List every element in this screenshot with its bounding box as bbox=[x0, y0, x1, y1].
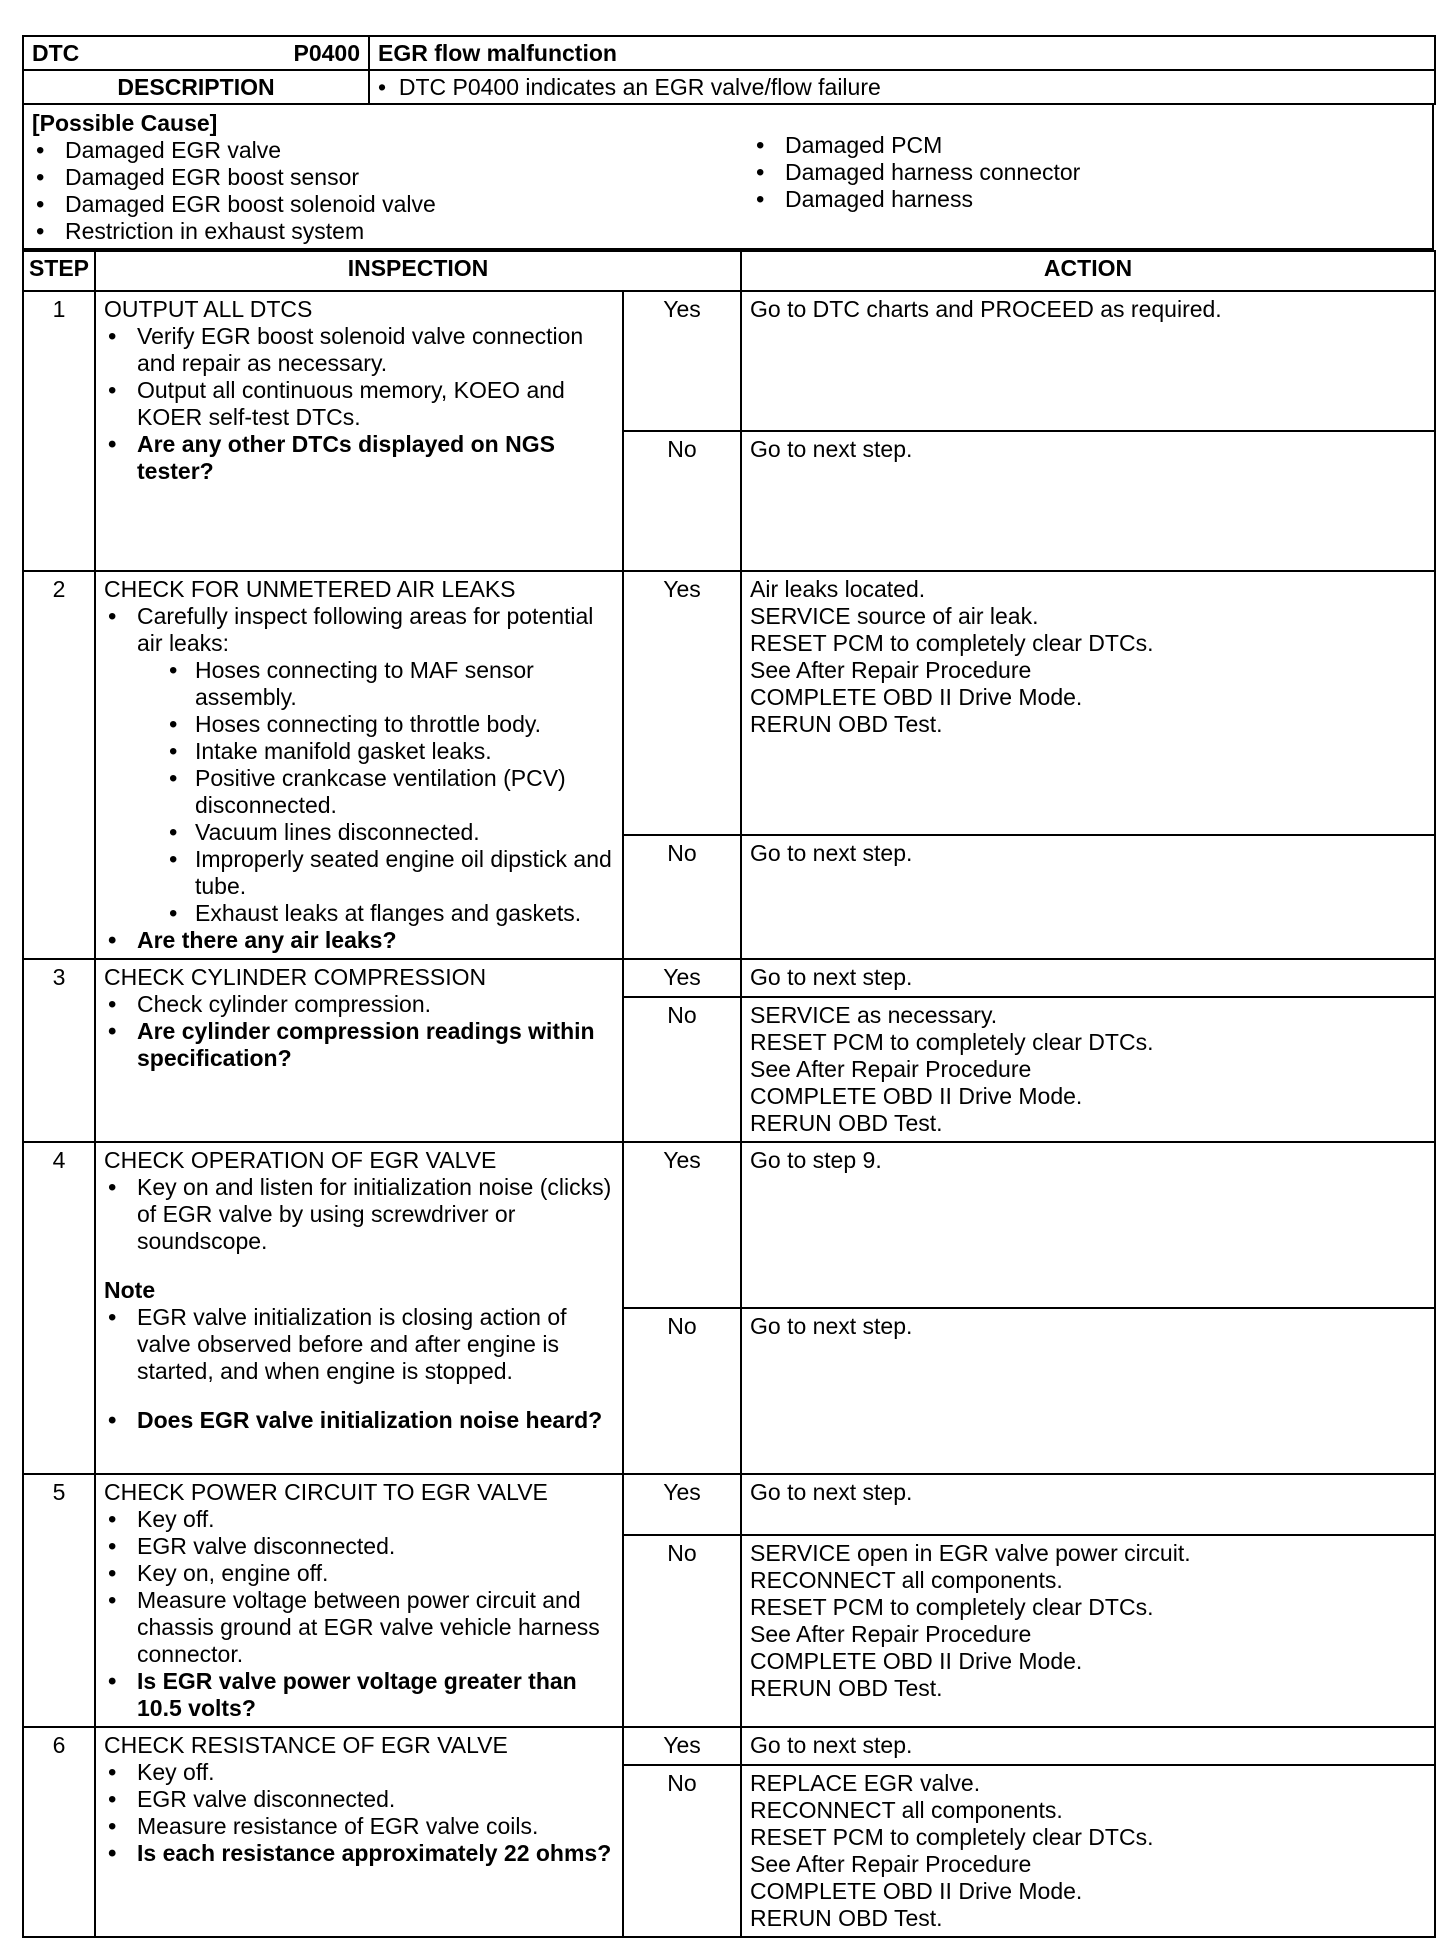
action-line: RERUN OBD Test. bbox=[750, 1905, 943, 1931]
dtc-cell bbox=[23, 36, 369, 70]
no-label: No bbox=[623, 1308, 741, 1474]
no-action bbox=[741, 1765, 1435, 1937]
inspection-item: • Carefully inspect following areas for potential air leaks: • Hoses connecting to MAF sensor assembly. • Hoses connecting to throttle body. • Intake manifold gasket leaks. • Positive crankcase ventilation (PCV) disconnected. • Vacuum lines disconnected. • Improperly seated engine oil dipstick and tube. • Exhaust leaks at flanges and gaskets. bbox=[104, 603, 614, 927]
action-line: Go to next step. bbox=[750, 1479, 913, 1505]
inspection-question: • Are there any air leaks? bbox=[104, 927, 614, 954]
action-line: COMPLETE OBD II Drive Mode. bbox=[750, 1878, 1083, 1904]
action-line: RERUN OBD Test. bbox=[750, 1674, 943, 1701]
yes-label: Yes bbox=[623, 291, 741, 431]
step-number: 2 bbox=[23, 571, 95, 959]
action-line: RESET PCM to completely clear DTCs. bbox=[750, 1029, 1154, 1055]
action-line: RERUN OBD Test. bbox=[750, 711, 943, 737]
sub-item: • Improperly seated engine oil dipstick and tube. bbox=[167, 846, 614, 900]
step-row bbox=[23, 291, 1435, 431]
inspection-question: • Does EGR valve initialization noise heard? bbox=[104, 1407, 614, 1434]
step-inspection bbox=[95, 1474, 623, 1727]
yes-action bbox=[741, 1142, 1435, 1308]
yes-label: Yes bbox=[623, 1142, 741, 1308]
inspection-bullets bbox=[104, 1759, 614, 1867]
step-inspection bbox=[95, 1727, 623, 1937]
action-line: RECONNECT all components. bbox=[750, 1566, 1063, 1593]
yes-label: Yes bbox=[623, 1727, 741, 1765]
cause-item: • Damaged harness connector bbox=[752, 159, 1080, 186]
step-inspection bbox=[95, 291, 623, 571]
no-action bbox=[741, 835, 1435, 959]
possible-cause-section bbox=[22, 105, 1434, 250]
action-line: Air leaks located. bbox=[750, 576, 926, 602]
action-line: SERVICE source of air leak. bbox=[750, 603, 1039, 629]
possible-cause-heading: [Possible Cause] bbox=[32, 110, 218, 136]
yes-action bbox=[741, 959, 1435, 997]
inspection-item: • Check cylinder compression. bbox=[104, 991, 614, 1018]
step-inspection bbox=[95, 959, 623, 1142]
inspection-question: • Are cylinder compression readings within specification? bbox=[104, 1018, 614, 1072]
step-row bbox=[23, 1142, 1435, 1308]
step-title: CHECK OPERATION OF EGR VALVE bbox=[104, 1147, 497, 1173]
inspection-column-header: INSPECTION bbox=[95, 251, 741, 291]
action-line: See After Repair Procedure bbox=[750, 657, 1032, 683]
inspection-bullets bbox=[104, 603, 614, 954]
step-number: 5 bbox=[23, 1474, 95, 1727]
action-line: See After Repair Procedure bbox=[750, 1620, 1032, 1647]
yes-label: Yes bbox=[623, 959, 741, 997]
inspection-item: • Output all continuous memory, KOEO and KOER self-test DTCs. bbox=[104, 377, 614, 431]
dtc-label: DTC bbox=[32, 39, 80, 66]
possible-cause-list-left bbox=[32, 137, 752, 245]
description-cell bbox=[369, 70, 1435, 104]
action-line: Go to next step. bbox=[750, 1313, 913, 1339]
step-title: CHECK RESISTANCE OF EGR VALVE bbox=[104, 1732, 508, 1758]
bullet: • bbox=[378, 73, 399, 100]
inspection-item: • Key on, engine off. bbox=[104, 1560, 614, 1587]
step-number: 6 bbox=[23, 1727, 95, 1937]
yes-action bbox=[741, 1727, 1435, 1765]
inspection-sub-bullets bbox=[137, 657, 614, 927]
sub-item: • Intake manifold gasket leaks. bbox=[167, 738, 614, 765]
inspection-bullets bbox=[104, 1174, 614, 1255]
no-action bbox=[741, 1535, 1435, 1727]
action-line: Go to DTC charts and PROCEED as required. bbox=[750, 296, 1222, 322]
inspection-question: • Is EGR valve power voltage greater than 10.5 volts? bbox=[104, 1668, 614, 1722]
inspection-item: • Measure voltage between power circuit and chassis ground at EGR valve vehicle harness connector. bbox=[104, 1587, 614, 1668]
inspection-item: • Verify EGR boost solenoid valve connection and repair as necessary. bbox=[104, 323, 614, 377]
cause-item: • Damaged EGR valve bbox=[32, 137, 752, 164]
no-action bbox=[741, 1308, 1435, 1474]
step-inspection bbox=[95, 1142, 623, 1474]
description-text: DTC P0400 indicates an EGR valve/flow failure bbox=[398, 73, 881, 100]
action-line: RERUN OBD Test. bbox=[750, 1110, 943, 1136]
no-action bbox=[741, 431, 1435, 571]
no-label: No bbox=[623, 997, 741, 1142]
action-line: Go to step 9. bbox=[750, 1147, 882, 1173]
inspection-bullets bbox=[104, 991, 614, 1072]
sub-item: • Hoses connecting to throttle body. bbox=[167, 711, 614, 738]
step-number: 3 bbox=[23, 959, 95, 1142]
cause-item: • Damaged harness bbox=[752, 186, 1080, 213]
inspection-question: • Is each resistance approximately 22 ohms? bbox=[104, 1840, 614, 1867]
inspection-item: • Measure resistance of EGR valve coils. bbox=[104, 1813, 614, 1840]
step-title: CHECK POWER CIRCUIT TO EGR VALVE bbox=[104, 1479, 548, 1505]
sub-item: • Vacuum lines disconnected. bbox=[167, 819, 614, 846]
inspection-item: • EGR valve disconnected. bbox=[104, 1533, 614, 1560]
step-row bbox=[23, 959, 1435, 997]
note-item: • EGR valve initialization is closing action of valve observed before and after engine is started, and when engine is stopped. bbox=[104, 1304, 614, 1385]
inspection-bullets bbox=[104, 323, 614, 485]
yes-action bbox=[741, 1474, 1435, 1535]
dtc-code: P0400 bbox=[293, 39, 360, 66]
step-title: OUTPUT ALL DTCS bbox=[104, 296, 313, 322]
action-line: RESET PCM to completely clear DTCs. bbox=[750, 630, 1154, 656]
action-line: See After Repair Procedure bbox=[750, 1851, 1032, 1877]
document-page bbox=[22, 35, 1434, 1931]
step-inspection bbox=[95, 571, 623, 959]
action-line: COMPLETE OBD II Drive Mode. bbox=[750, 1083, 1083, 1109]
step-row bbox=[23, 1727, 1435, 1765]
step-column-header: STEP bbox=[23, 251, 95, 291]
no-label: No bbox=[623, 1535, 741, 1727]
action-line: See After Repair Procedure bbox=[750, 1056, 1032, 1082]
step-row bbox=[23, 1474, 1435, 1535]
possible-cause-left bbox=[32, 110, 752, 248]
step-number: 1 bbox=[23, 291, 95, 571]
sub-item: • Hoses connecting to MAF sensor assembly. bbox=[167, 657, 614, 711]
inspection-bullets bbox=[104, 1506, 614, 1722]
dtc-header-table bbox=[22, 35, 1436, 105]
cause-item: • Restriction in exhaust system bbox=[32, 218, 752, 245]
step-number: 4 bbox=[23, 1142, 95, 1474]
sub-item: • Positive crankcase ventilation (PCV) disconnected. bbox=[167, 765, 614, 819]
inspection-item: • EGR valve disconnected. bbox=[104, 1786, 614, 1813]
no-action bbox=[741, 997, 1435, 1142]
possible-cause-right bbox=[752, 110, 1080, 248]
yes-action bbox=[741, 571, 1435, 835]
action-line: RESET PCM to completely clear DTCs. bbox=[750, 1824, 1154, 1850]
yes-label: Yes bbox=[623, 1474, 741, 1535]
action-line: Go to next step. bbox=[750, 840, 913, 867]
description-label: DESCRIPTION bbox=[23, 70, 369, 104]
steps-table bbox=[22, 250, 1436, 1938]
inspection-item: • Key off. bbox=[104, 1506, 614, 1533]
yes-action bbox=[741, 291, 1435, 431]
cause-item: • Damaged EGR boost solenoid valve bbox=[32, 191, 752, 218]
note-label: Note bbox=[104, 1277, 156, 1303]
steps-header-row bbox=[23, 251, 1435, 291]
action-line: REPLACE EGR valve. bbox=[750, 1770, 981, 1796]
cause-item: • Damaged PCM bbox=[752, 132, 1080, 159]
action-line: Go to next step. bbox=[750, 1732, 913, 1758]
dtc-title: EGR flow malfunction bbox=[369, 36, 1435, 70]
no-label: No bbox=[623, 835, 741, 959]
cause-item: • Damaged EGR boost sensor bbox=[32, 164, 752, 191]
sub-item: • Exhaust leaks at flanges and gaskets. bbox=[167, 900, 614, 927]
no-label: No bbox=[623, 1765, 741, 1937]
step-row bbox=[23, 571, 1435, 835]
action-line: RESET PCM to completely clear DTCs. bbox=[750, 1593, 1154, 1620]
action-line: SERVICE as necessary. bbox=[750, 1002, 998, 1028]
step-title: CHECK CYLINDER COMPRESSION bbox=[104, 964, 487, 990]
action-line: Go to next step. bbox=[750, 436, 913, 462]
inspection-question: • Are any other DTCs displayed on NGS tester? bbox=[104, 431, 614, 485]
step-title: CHECK FOR UNMETERED AIR LEAKS bbox=[104, 576, 516, 602]
no-label: No bbox=[623, 431, 741, 571]
action-line: COMPLETE OBD II Drive Mode. bbox=[750, 684, 1083, 710]
action-line: RECONNECT all components. bbox=[750, 1797, 1063, 1823]
inspection-item: • Key on and listen for initialization noise (clicks) of EGR valve by using screwdriver or soundscope. bbox=[104, 1174, 614, 1255]
note-bullets bbox=[104, 1304, 614, 1434]
action-column-header: ACTION bbox=[741, 251, 1435, 291]
yes-label: Yes bbox=[623, 571, 741, 835]
inspection-item: • Key off. bbox=[104, 1759, 614, 1786]
action-line: SERVICE open in EGR valve power circuit. bbox=[750, 1539, 1191, 1566]
action-line: Go to next step. bbox=[750, 964, 913, 990]
action-line: COMPLETE OBD II Drive Mode. bbox=[750, 1647, 1083, 1674]
possible-cause-list-right bbox=[752, 132, 1080, 213]
